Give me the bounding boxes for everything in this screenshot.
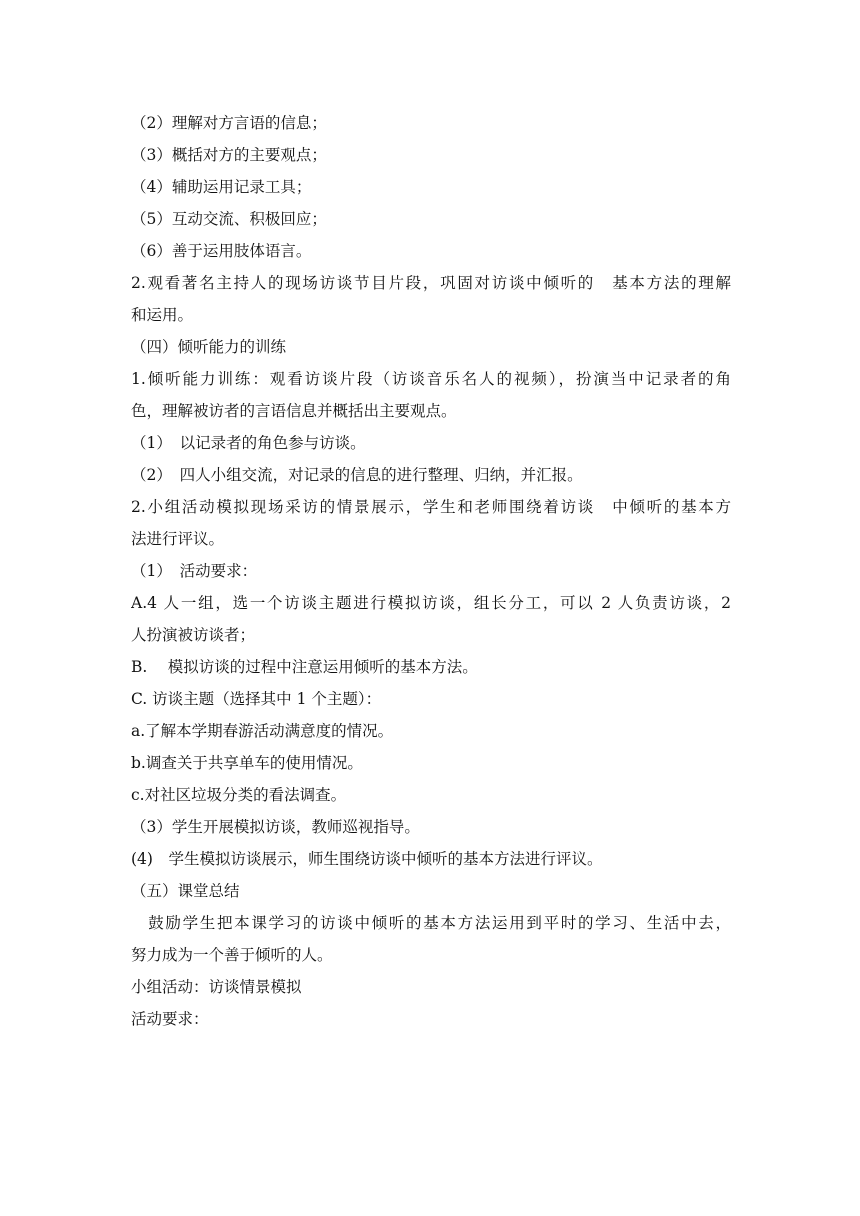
section-heading: （五）课堂总结: [131, 882, 240, 900]
text-line: 色，理解被访者的言语信息并概括出主要观点。: [131, 402, 457, 420]
text-line: （3）学生开展模拟访谈，教师巡视指导。: [131, 818, 420, 836]
text-line: 2.观看著名主持人的现场访谈节目片段，巩固对访谈中倾听的 基本方法的理解: [131, 274, 731, 292]
text-line: （2）理解对方言语的信息；: [131, 114, 327, 132]
text-line: 努力成为一个善于倾听的人。: [131, 946, 333, 964]
text-line: （4）辅助运用记录工具；: [131, 178, 312, 196]
text-line: 1.倾听能力训练：观看访谈片段（访谈音乐名人的视频），扮演当中记录者的角: [131, 370, 731, 388]
text-line: C. 访谈主题（选择其中 1 个主题）：: [131, 690, 382, 708]
text-line: 2.小组活动模拟现场采访的情景展示，学生和老师围绕着访谈 中倾听的基本方: [131, 498, 731, 516]
text-line: （3）概括对方的主要观点；: [131, 146, 327, 164]
text-line: （1） 活动要求：: [131, 562, 258, 580]
text-line: B. 模拟访谈的过程中注意运用倾听的基本方法。: [131, 658, 478, 676]
text-line: 和运用。: [131, 306, 194, 324]
text-line: (4) 学生模拟访谈展示，师生围绕访谈中倾听的基本方法进行评议。: [131, 850, 603, 868]
text-line: （5）互动交流、积极回应；: [131, 210, 327, 228]
text-line: 小组活动：访谈情景模拟: [131, 978, 302, 996]
text-line: （1） 以记录者的角色参与访谈。: [131, 434, 366, 452]
text-line: 人扮演被访谈者；: [131, 626, 256, 644]
section-heading: （四）倾听能力的训练: [131, 338, 287, 356]
text-line: a.了解本学期春游活动满意度的情况。: [131, 722, 394, 740]
text-line: 法进行评议。: [131, 530, 225, 548]
text-line: 鼓励学生把本课学习的访谈中倾听的基本方法运用到平时的学习、生活中去，: [131, 914, 731, 932]
text-line: A.4 人一组，选一个访谈主题进行模拟访谈，组长分工，可以 2 人负责访谈，2: [131, 594, 731, 612]
text-line: 活动要求：: [131, 1010, 209, 1028]
document-body: [131, 107, 731, 1035]
text-line: （6）善于运用肢体语言。: [131, 242, 312, 260]
text-line: b.调查关于共享单车的使用情况。: [131, 754, 363, 772]
text-line: c.对社区垃圾分类的看法调查。: [131, 786, 347, 804]
text-line: （2） 四人小组交流，对记录的信息的进行整理、归纳，并汇报。: [131, 466, 583, 484]
